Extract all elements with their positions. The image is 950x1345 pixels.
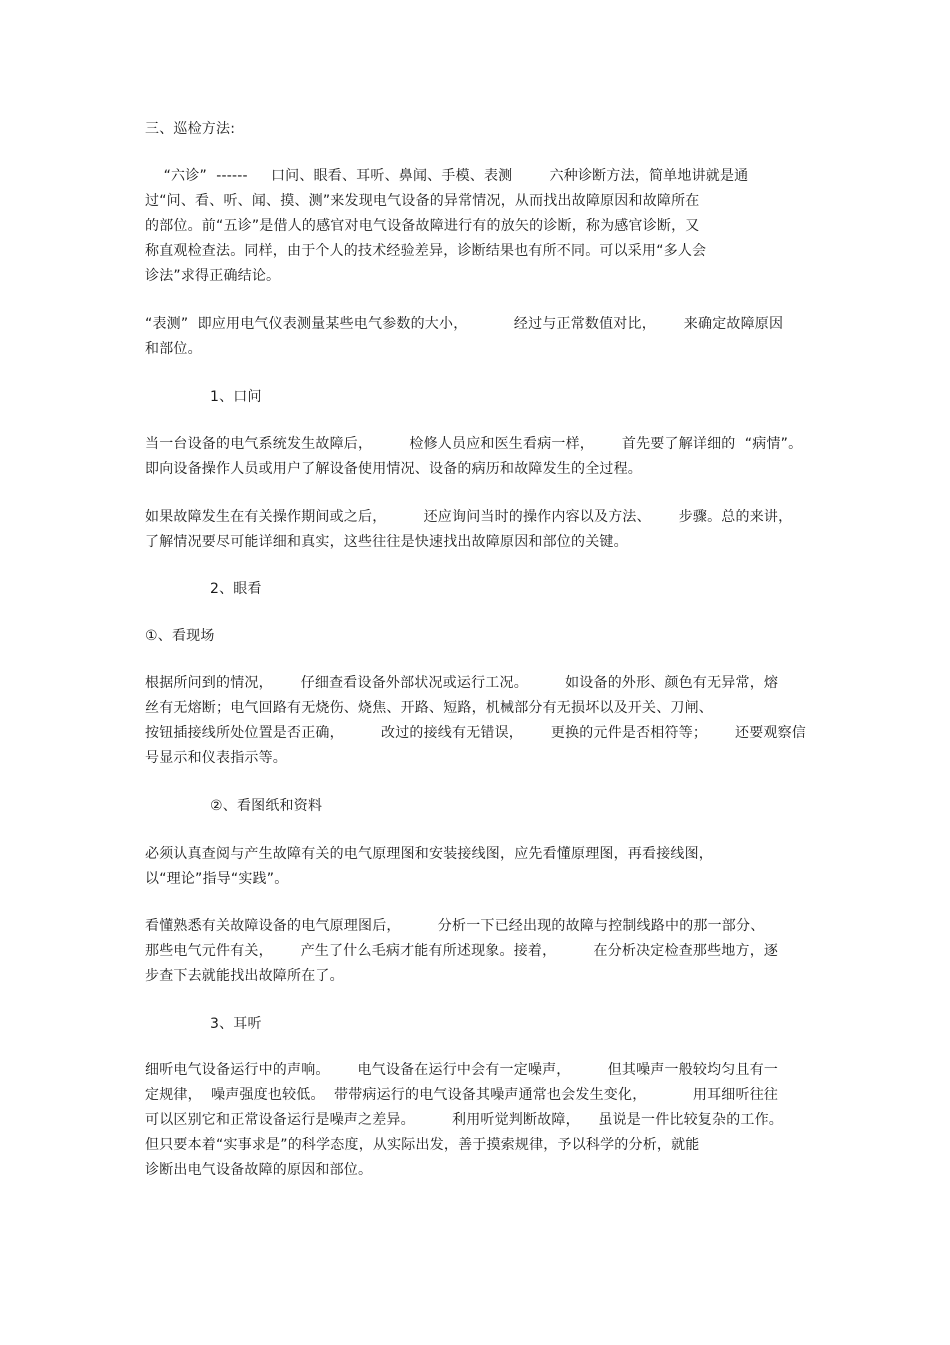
text-line: 诊法”求得正确结论。: [145, 268, 281, 284]
text-line: 看懂熟悉有关故障设备的电气原理图后， 分析一下已经出现的故障与控制线路中的那一部分、: [145, 918, 765, 934]
text-line: 可以区别它和正常设备运行是噪声之差异。 利用听觉判断故障， 虽说是一件比较复杂的工作。: [145, 1112, 783, 1128]
heading-erting: 3、耳听: [210, 1016, 262, 1032]
text-line: “六诊” ------ 口问、眼看、耳听、鼻闻、手模、表测 六种诊断方法，简单地讲就是通: [145, 168, 749, 184]
text-line: “表测” 即应用电气仪表测量某些电气参数的大小， 经过与正常数值对比， 来确定故障原因: [145, 316, 784, 332]
subheading-kanxianchang: ①、看现场: [145, 628, 215, 644]
text-line: 按钮插接线所处位置是否正确， 改过的接线有无错误， 更换的元件是否相符等； 还要观察信: [145, 725, 807, 741]
text-line: 了解情况要尽可能详细和真实，这些往往是快速找出故障原因和部位的关键。: [145, 534, 628, 550]
text-line: 定规律， 噪声强度也较低。 带带病运行的电气设备其噪声通常也会发生变化， 用耳细听往往: [145, 1087, 779, 1103]
text-line: 必须认真查阅与产生故障有关的电气原理图和安装接线图，应先看懂原理图，再看接线图，: [145, 846, 713, 862]
text-line: 的部位。前“五诊”是借人的感官对电气设备故障进行有的放矢的诊断，称为感官诊断，又: [145, 218, 700, 234]
heading-yankan: 2、眼看: [210, 581, 262, 597]
text-line: 即向设备操作人员或用户了解设备使用情况、设备的病历和故障发生的全过程。: [145, 461, 642, 477]
heading-kouwen: 1、口问: [210, 389, 262, 405]
text-line: 以“理论”指导“实践”。: [145, 871, 289, 887]
text-line: 但只要本着“实事求是”的科学态度，从实际出发，善于摸索规律，予以科学的分析，就能: [145, 1137, 700, 1153]
text-line: 那些电气元件有关， 产生了什么毛病才能有所述现象。接着， 在分析决定检查那些地方，逐: [145, 943, 779, 959]
text-line: 细听电气设备运行中的声响。 电气设备在运行中会有一定噪声， 但其噪声一般较均匀且有一: [145, 1062, 779, 1078]
text-line: 如果故障发生在有关操作期间或之后， 还应询问当时的操作内容以及方法、 步骤。总的来讲，: [145, 509, 793, 525]
text-line: 号显示和仪表指示等。: [145, 750, 287, 766]
text-line: 步查下去就能找出故障所在了。: [145, 968, 344, 984]
text-line: 称直观检查法。同样，由于个人的技术经验差异，诊断结果也有所不同。可以采用“多人会: [145, 243, 707, 259]
subheading-kantuzhi: ②、看图纸和资料: [210, 798, 323, 814]
text-line: 过“问、看、听、闻、摸、测”来发现电气设备的异常情况，从而找出故障原因和故障所在: [145, 193, 700, 209]
section-title: 三、巡检方法:: [145, 121, 236, 137]
text-line: 诊断出电气设备故障的原因和部位。: [145, 1162, 373, 1178]
text-line: 和部位。: [145, 341, 202, 357]
text-line: 根据所问到的情况， 仔细查看设备外部状况或运行工况。 如设备的外形、颜色有无异常，熔: [145, 675, 779, 691]
text-line: 丝有无熔断；电气回路有无烧伤、烧焦、开路、短路，机械部分有无损坏以及开关、刀闸、: [145, 700, 713, 716]
text-line: 当一台设备的电气系统发生故障后， 检修人员应和医生看病一样， 首先要了解详细的 “病情”。: [145, 436, 803, 452]
